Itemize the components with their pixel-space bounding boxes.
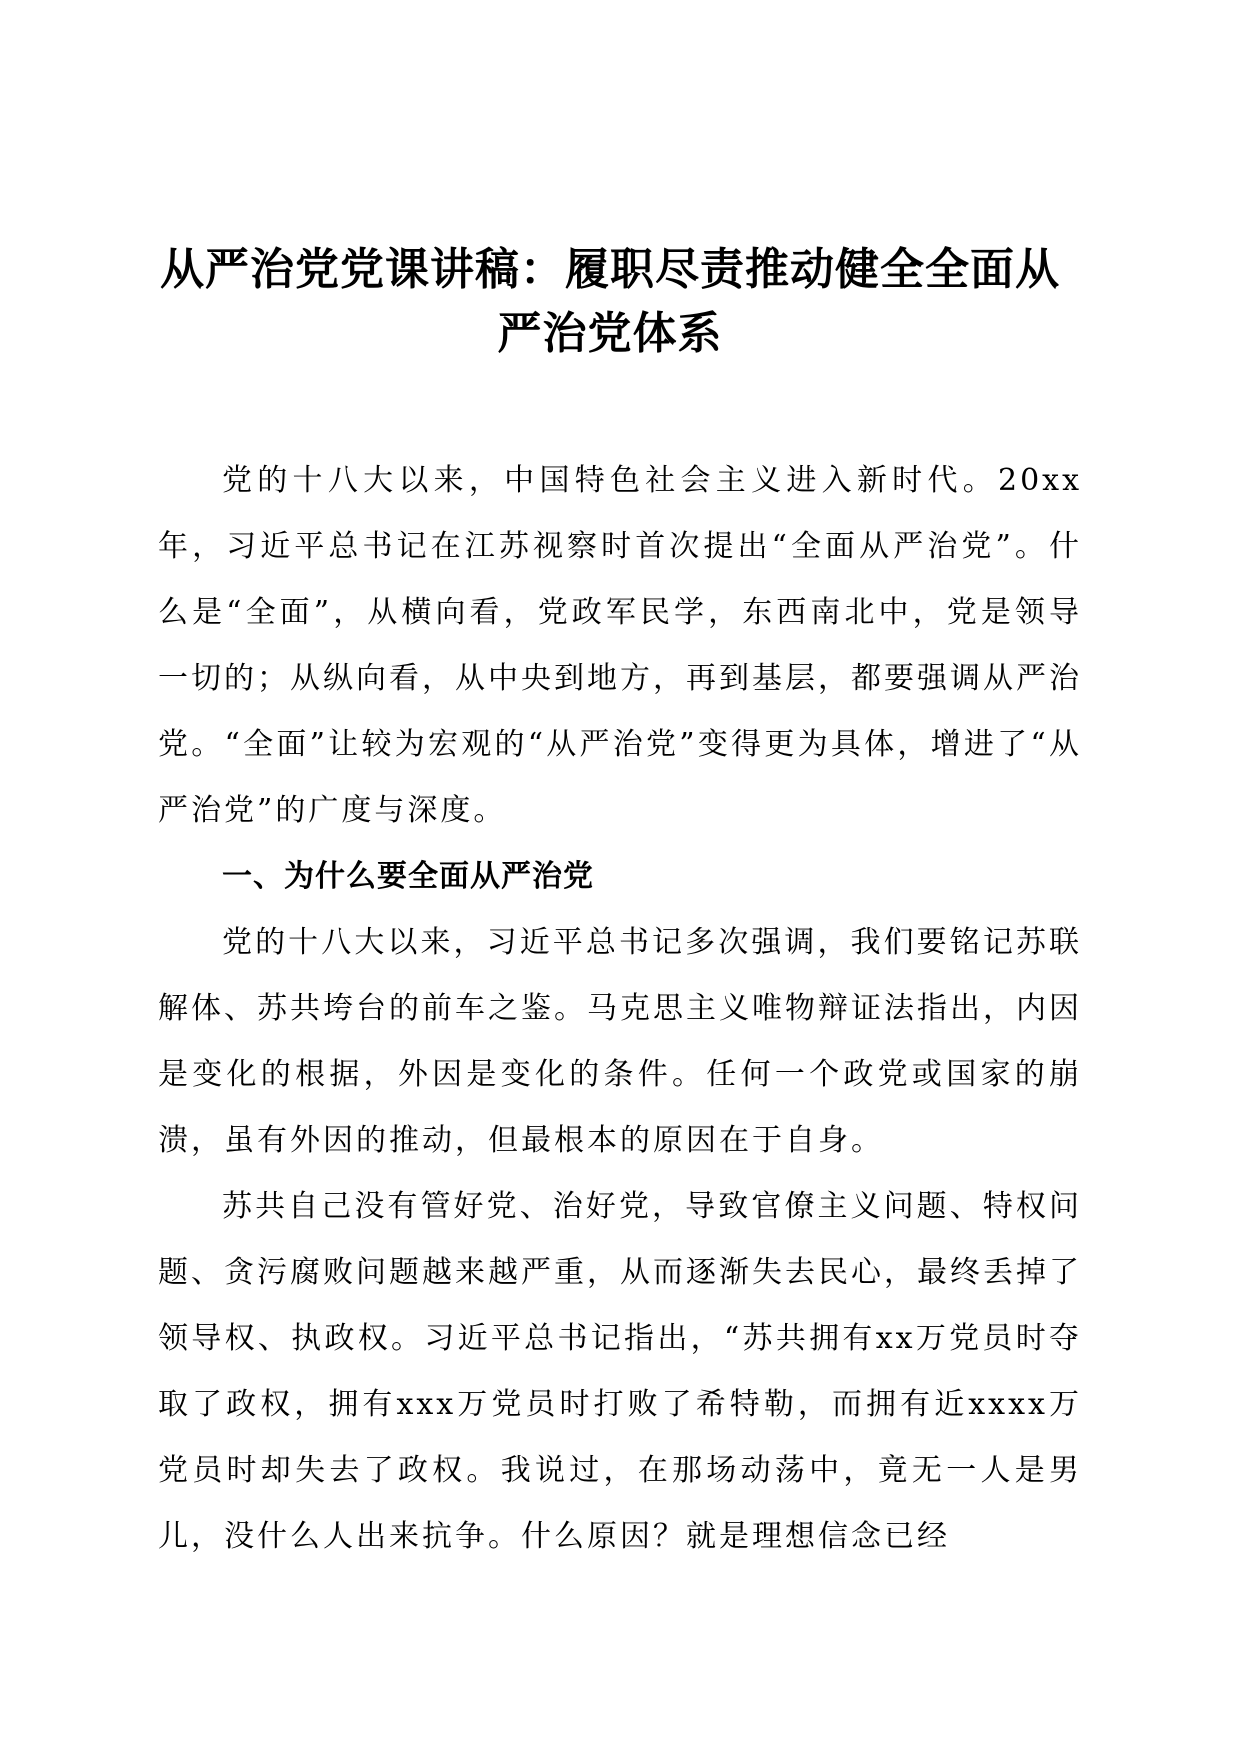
document-title: 从严治党党课讲稿：履职尽责推动健全全面从严治党体系 [160, 244, 1060, 359]
section-paragraph: 苏共自己没有管好党、治好党，导致官僚主义问题、特权问题、贪污腐败问题越来越严重，从而逐渐失去民心，最终丢掉了领导权、执政权。习近平总书记指出，“苏共拥有xx万党员时夺取了政权，拥有xxx万党员时打败了希特勒，而拥有近xxxx万党员时却失去了政权。我说过，在那场动荡中，竟无一人是男儿，没什么人出来抗争。什么原因？就是理想信念已经 [158, 1189, 1082, 1554]
document-body [158, 448, 1082, 1570]
section-heading: 一、为什么要全面从严治党 [222, 859, 594, 894]
intro-paragraph: 党的十八大以来，中国特色社会主义进入新时代。20xx年，习近平总书记在江苏视察时首次提出“全面从严治党”。什么是“全面”，从横向看，党政军民学，东西南北中，党是领导一切的；从纵向看，从中央到地方，再到基层，都要强调从严治党。“全面”让较为宏观的“从严治党”变得更为具体，增进了“从严治党”的广度与深度。 [158, 463, 1082, 828]
section-paragraph: 党的十八大以来，习近平总书记多次强调，我们要铭记苏联解体、苏共垮台的前车之鉴。马克思主义唯物辩证法指出，内因是变化的根据，外因是变化的条件。任何一个政党或国家的崩溃，虽有外因的推动，但最根本的原因在于自身。 [158, 925, 1082, 1158]
